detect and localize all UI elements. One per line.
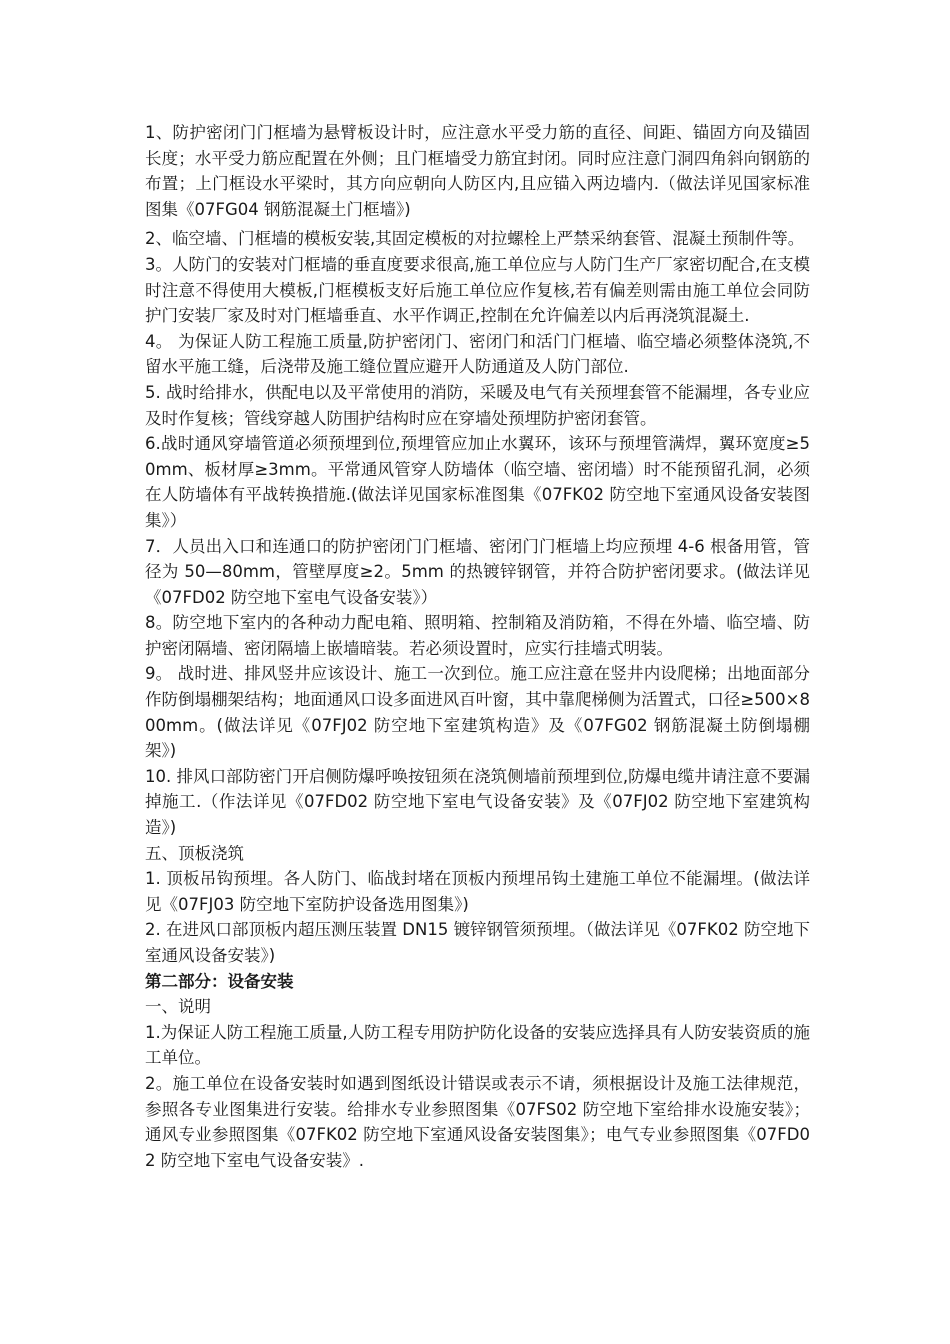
paragraph-reference-atlases: 2。施工单位在设备安装时如遇到图纸设计错误或表示不请，须根据设计及施工法律规范，参照各专业图集进行安装。给排水专业参照图集《07FS02 防空地下室给排水设施安装》；通风专业参照图集《07FK02 防空地下室通风设备安装图集》；电气专业参照图集《07FD02 防空地下室电气设备安装》. (145, 1073, 810, 1170)
paragraph-qualified-contractor: 1.为保证人防工程施工质量,人防工程专用防护防化设备的安装应选择具有人防安装资质的施工单位。 (145, 1022, 810, 1068)
part-two-heading: 第二部分：设备安装 (145, 971, 294, 991)
document-page (145, 120, 810, 1173)
paragraph-2-formwork: 2、临空墙、门框墙的模板安装,其固定模板的对拉螺栓上严禁采纳套管、混凝土预制件等。 (145, 229, 805, 249)
paragraph-roof-hooks: 1. 顶板吊钩预埋。各人防门、临战封堵在顶板内预埋吊钩土建施工单位不能漏埋。(做法详见《07FJ03 防空地下室防护设备选用图集》) (145, 869, 810, 914)
section-heading-roof-pouring: 五、顶板浇筑 (145, 843, 244, 863)
paragraph-4-integral-pouring: 4。 为保证人防工程施工质量,防护密闭门、密闭门和活门门框墙、临空墙必须整体浇筑,不留水平施工缝，后浇带及施工缝位置应避开人防通道及人防门部位. (145, 331, 810, 377)
paragraph-3-door-installation: 3。人防门的安装对门框墙的垂直度要求很高,施工单位应与人防门生产厂家密切配合,在支模时注意不得使用大模板,门框模板支好后施工单位应作复核,若有偏差则需由施工单位会同防护门安装厂家及时对门框墙垂直、水平作调正,控制在允许偏差以内后再浇筑混凝土. (145, 254, 810, 326)
paragraph-7-spare-pipes: 7．人员出入口和连通口的防护密闭门门框墙、密闭门门框墙上均应预埋 4-6 根备用管，管径为 50—80mm，管壁厚度≥2。5mm 的热镀锌钢管，并符合防护密闭要求。(做法详见《07FD02 防空地下室电气设备安装》） (145, 536, 810, 607)
paragraph-pressure-measuring-pipe: 2. 在进风口部顶板内超压测压装置 DN15 镀锌钢管须预埋。（做法详见《07FK02 防空地下室通风设备安装》) (145, 920, 810, 965)
paragraph-1-door-frame-wall: 1、防护密闭门门框墙为悬臂板设计时，应注意水平受力筋的直径、间距、锚固方向及锚固长度；水平受力筋应配置在外侧；且门框墙受力筋宜封闭。同时应注意门洞四角斜向钢筋的布置；上门框设水平梁时，其方向应朝向人防区内,且应锚入两边墙内.（做法详见国家标准图集《07FG04 钢筋混凝土门框墙》) (145, 123, 810, 219)
section-heading-explanation: 一、说明 (145, 997, 211, 1017)
paragraph-8-distribution-boxes: 8。防空地下室内的各种动力配电箱、照明箱、控制箱及消防箱，不得在外墙、临空墙、防护密闭隔墙、密闭隔墙上嵌墙暗装。若必须设置时，应实行挂墙式明装。 (145, 613, 810, 658)
paragraph-5-embedded-sleeves: 5. 战时给排水，供配电以及平常使用的消防，采暖及电气有关预埋套管不能漏埋，各专业应及时作复核；管线穿越人防围护结构时应在穿墙处预埋防护密闭套管。 (145, 382, 810, 428)
paragraph-9-air-shafts: 9。 战时进、排风竖井应该设计、施工一次到位。施工应注意在竖井内设爬梯；出地面部分作防倒塌棚架结构；地面通风口设多面进风百叶窗，其中靠爬梯侧为活置式，口径≥500×800mm。(做法详见《07FJ02 防空地下室建筑构造》及《07FG02 钢筋混凝土防倒塌棚架》) (145, 664, 810, 761)
paragraph-10-blast-call-button: 10. 排风口部防密门开启侧防爆呼唤按钮须在浇筑侧墙前预埋到位,防爆电缆井请注意不要漏掉施工.（作法详见《07FD02 防空地下室电气设备安装》及《07FJ02 防空地下室建筑构造》) (145, 766, 810, 838)
paragraph-6-ventilation-pipes: 6.战时通风穿墙管道必须预埋到位,预埋管应加止水翼环，该环与预埋管满焊，翼环宽度≥50mm、板材厚≥3mm。平常通风管穿人防墙体（临空墙、密闭墙）时不能预留孔洞，必须在人防墙体有平战转换措施.(做法详见国家标准图集《07FK02 防空地下室通风设备安装图集》） (145, 434, 810, 530)
